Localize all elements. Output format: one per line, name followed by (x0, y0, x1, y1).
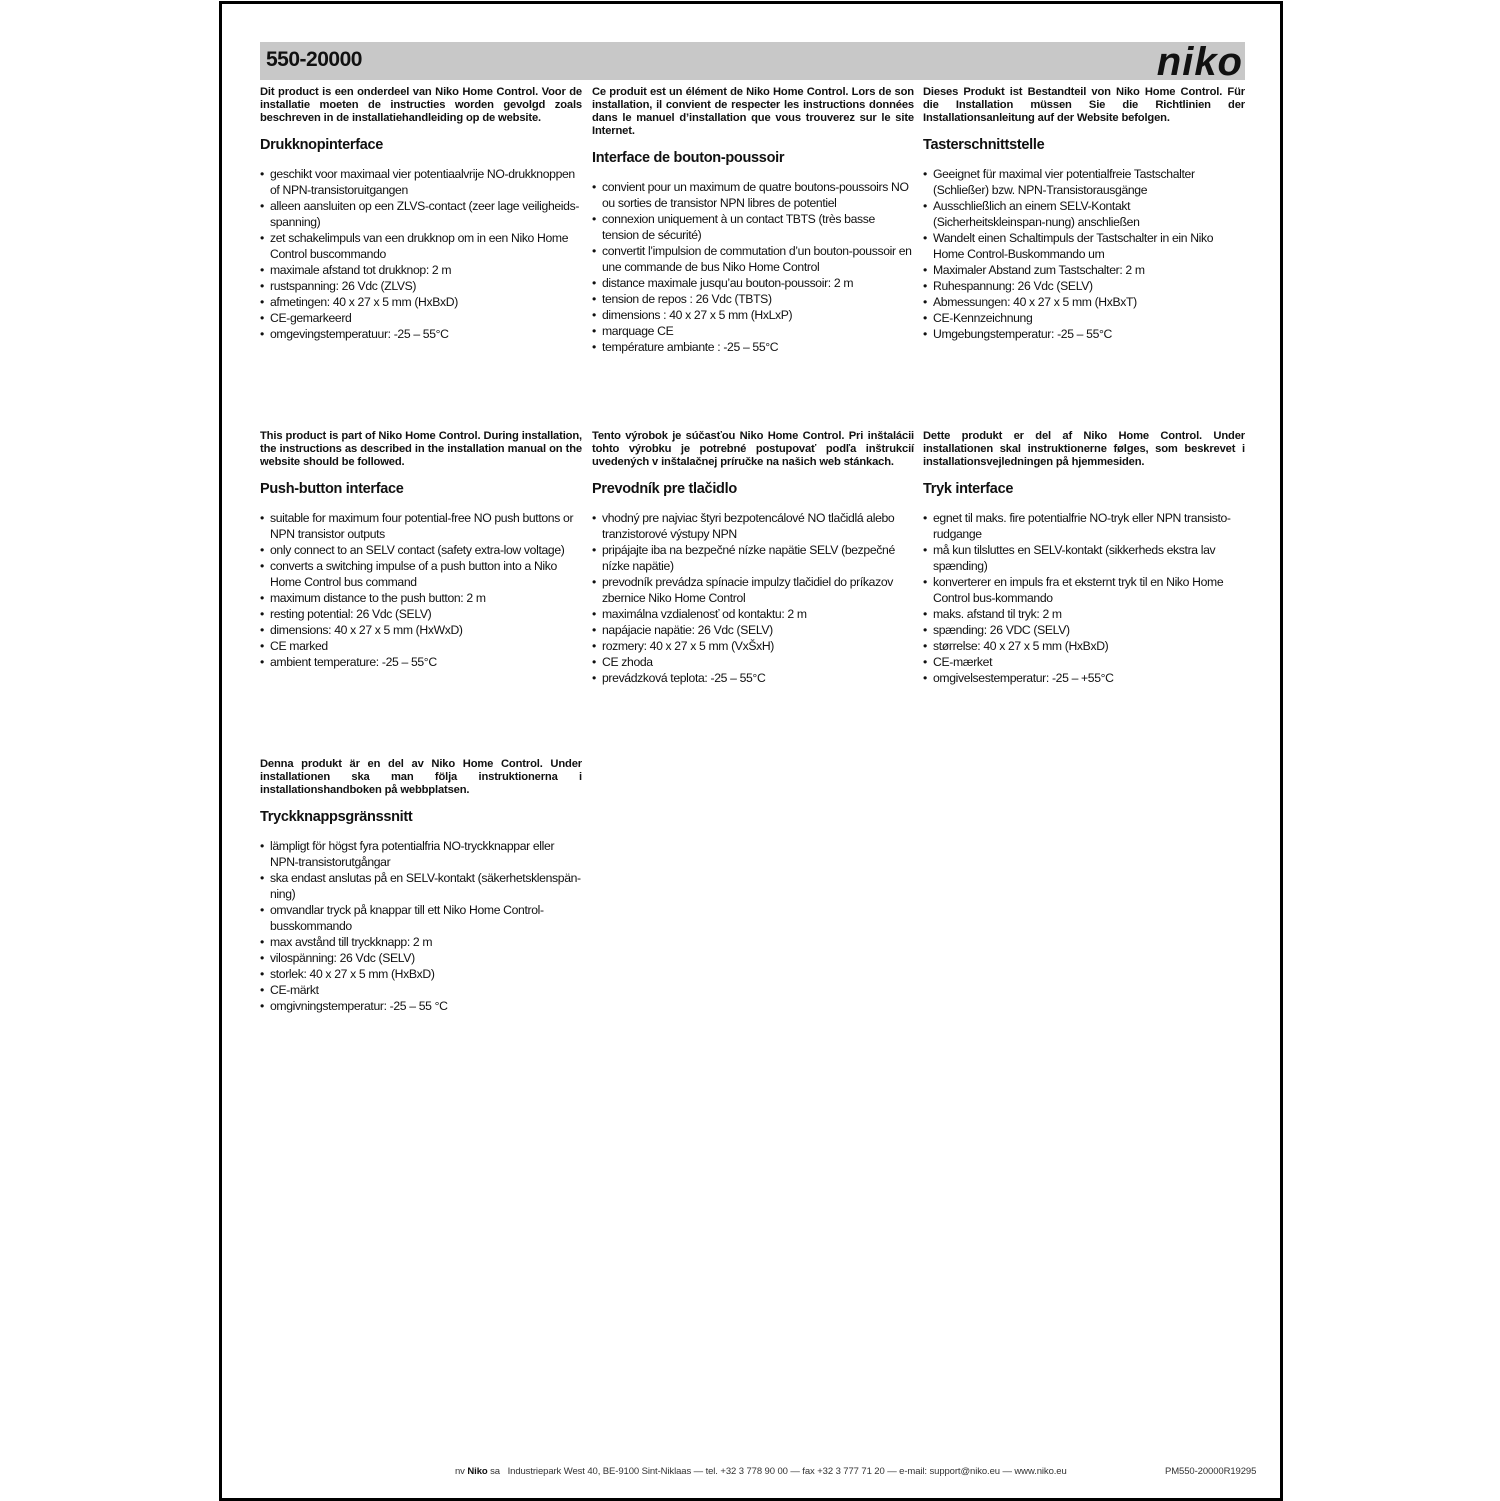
section-de (923, 86, 1245, 342)
spec-list (260, 510, 582, 670)
list-item: • distance maximale jusqu’au bouton-poussoir: 2 m (592, 275, 914, 291)
list-item: • geschikt voor maximaal vier potentiaalvrije NO-drukknoppen of NPN-transistoruitgangen (260, 166, 582, 198)
section-title: Interface de bouton-poussoir (592, 150, 785, 166)
list-item: • omgivelsestemperatur: -25 – +55°C (923, 670, 1245, 686)
list-item: • omvandlar tryck på knappar till ett Niko Home Control-busskommando (260, 902, 582, 934)
list-item: • ambient temperature: -25 – 55°C (260, 654, 582, 670)
list-item: • zet schakelimpuls van een drukknop om in een Niko Home Control buscommando (260, 230, 582, 262)
section-fr (592, 86, 914, 355)
niko-logo: niko (1156, 40, 1243, 84)
section-intro: Denna produkt är en del av Niko Home Control. Under installationen ska man följa instruktionerna i installationshandboken på webbplatsen. (260, 758, 582, 796)
spec-list (923, 510, 1245, 686)
list-item: • maximálna vzdialenosť od kontaktu: 2 m (592, 606, 914, 622)
list-item: • vhodný pre najviac štyri bezpotencálové NO tlačidlá alebo tranzistorové výstupy NPN (592, 510, 914, 542)
list-item: • lämpligt för högst fyra potentialfria NO-tryckknappar eller NPN-transistorutgångar (260, 838, 582, 870)
list-item: • CE-mærket (923, 654, 1245, 670)
section-title: Prevodník pre tlačidlo (592, 481, 737, 497)
list-item: • konverterer en impuls fra et eksternt tryk til en Niko Home Control bus-kommando (923, 574, 1245, 606)
list-item: • dimensions : 40 x 27 x 5 mm (HxLxP) (592, 307, 914, 323)
list-item: • vilospänning: 26 Vdc (SELV) (260, 950, 582, 966)
section-intro: Ce produit est un élément de Niko Home Control. Lors de son installation, il convient de respecter les instructions données dans le manuel d’installation que vous trouverez sur le site Internet. (592, 86, 914, 137)
section-title: Tryk interface (923, 481, 1014, 497)
section-title: Drukknopinterface (260, 137, 384, 153)
list-item: • Wandelt einen Schaltimpuls der Tastschalter in ein Niko Home Control-Buskommando um (923, 230, 1245, 262)
list-item: • connexion uniquement à un contact TBTS (très basse tension de sécurité) (592, 211, 914, 243)
section-nl (260, 86, 582, 342)
header-bar (260, 40, 1245, 84)
list-item: • pripájajte iba na bezpečné nízke napätie SELV (bezpečné nízke napätie) (592, 542, 914, 574)
list-item: • omgivningstemperatur: -25 – 55 °C (260, 998, 582, 1014)
spec-list (592, 510, 914, 686)
spec-list (260, 166, 582, 342)
list-item: • napájacie napätie: 26 Vdc (SELV) (592, 622, 914, 638)
section-intro: Dette produkt er del af Niko Home Control. Under installationen skal instruktionerne følges, som beskrevet i installationsvejledningen på hjemmesiden. (923, 430, 1245, 468)
product-code: 550-20000 (266, 48, 362, 71)
list-item: • spænding: 26 VDC (SELV) (923, 622, 1245, 638)
list-item: • rozmery: 40 x 27 x 5 mm (VxŠxH) (592, 638, 914, 654)
list-item: • prevádzková teplota: -25 – 55°C (592, 670, 914, 686)
list-item: • egnet til maks. fire potentialfrie NO-tryk eller NPN transisto-rudgange (923, 510, 1245, 542)
list-item: • marquage CE (592, 323, 914, 339)
list-item: • tension de repos : 26 Vdc (TBTS) (592, 291, 914, 307)
section-en (260, 430, 582, 670)
section-da (923, 430, 1245, 686)
list-item: • resting potential: 26 Vdc (SELV) (260, 606, 582, 622)
footer-address (455, 1466, 1067, 1477)
document-sheet (219, 1, 1283, 1501)
section-title: Push-button interface (260, 481, 404, 497)
list-item: • storlek: 40 x 27 x 5 mm (HxBxD) (260, 966, 582, 982)
section-intro: Dit product is een onderdeel van Niko Home Control. Voor de installatie moeten de instructies worden gevolgd zoals beschreven in de installatiehandleiding op de website. (260, 86, 582, 124)
list-item: • Maximaler Abstand zum Tastschalter: 2 m (923, 262, 1245, 278)
list-item: • converts a switching impulse of a push button into a Niko Home Control bus command (260, 558, 582, 590)
footer-contact: Industriepark West 40, BE-9100 Sint-Niklaas — tel. +32 3 778 90 00 — fax +32 3 777 71 20 — e-mail: support@niko.eu — www.niko.eu (507, 1466, 1067, 1477)
list-item: • CE-gemarkeerd (260, 310, 582, 326)
list-item: • rustspanning: 26 Vdc (ZLVS) (260, 278, 582, 294)
list-item: • only connect to an SELV contact (safety extra-low voltage) (260, 542, 582, 558)
list-item: • convient pour un maximum de quatre boutons-poussoirs NO ou sorties de transistor NPN libres de potentiel (592, 179, 914, 211)
list-item: • maks. afstand til tryk: 2 m (923, 606, 1245, 622)
list-item: • Abmessungen: 40 x 27 x 5 mm (HxBxT) (923, 294, 1245, 310)
list-item: • størrelse: 40 x 27 x 5 mm (HxBxD) (923, 638, 1245, 654)
section-sk (592, 430, 914, 686)
list-item: • omgevingstemperatuur: -25 – 55°C (260, 326, 582, 342)
list-item: • température ambiante : -25 – 55°C (592, 339, 914, 355)
list-item: • convertit l’impulsion de commutation d’un bouton-poussoir en une commande de bus Niko Home Control (592, 243, 914, 275)
list-item: • må kun tilsluttes en SELV-kontakt (sikkerheds ekstra lav spænding) (923, 542, 1245, 574)
spec-list (260, 838, 582, 1014)
section-title: Tasterschnittstelle (923, 137, 1045, 153)
footer-prefix: nv (455, 1466, 465, 1477)
list-item: • Umgebungstemperatur: -25 – 55°C (923, 326, 1245, 342)
list-item: • Ruhespannung: 26 Vdc (SELV) (923, 278, 1245, 294)
list-item: • max avstånd till tryckknapp: 2 m (260, 934, 582, 950)
section-intro: Tento výrobok je súčasťou Niko Home Control. Pri inštalácii tohto výrobku je potrebné postupovať podľa inštrukcií uvedených v inštalačnej príručke na našich web stánkach. (592, 430, 914, 468)
section-intro: This product is part of Niko Home Control. During installation, the instructions as described in the installation manual on the website should be followed. (260, 430, 582, 468)
section-sv (260, 758, 582, 1014)
section-intro: Dieses Produkt ist Bestandteil von Niko Home Control. Für die Installation müssen Sie die Richtlinien der Installationsanleitung auf der Website befolgen. (923, 86, 1245, 124)
list-item: • dimensions: 40 x 27 x 5 mm (HxWxD) (260, 622, 582, 638)
list-item: • maximale afstand tot drukknop: 2 m (260, 262, 582, 278)
list-item: • CE-Kennzeichnung (923, 310, 1245, 326)
footer-suffix: sa (490, 1466, 500, 1477)
list-item: • alleen aansluiten op een ZLVS-contact (zeer lage veiligheids-spanning) (260, 198, 582, 230)
list-item: • prevodník prevádza spínacie impulzy tlačidiel do príkazov zbernice Niko Home Control (592, 574, 914, 606)
section-title: Tryckknappsgränssnitt (260, 809, 413, 825)
list-item: • CE marked (260, 638, 582, 654)
list-item: • CE-märkt (260, 982, 582, 998)
list-item: • ska endast anslutas på en SELV-kontakt (säkerhetsklenspän-ning) (260, 870, 582, 902)
spec-list (923, 166, 1245, 342)
spec-list (592, 179, 914, 355)
footer-reference: PM550-20000R19295 (1165, 1466, 1257, 1477)
list-item: • afmetingen: 40 x 27 x 5 mm (HxBxD) (260, 294, 582, 310)
footer-company: Niko (467, 1466, 488, 1477)
list-item: • Ausschließlich an einem SELV-Kontakt (Sicherheitskleinspan-nung) anschließen (923, 198, 1245, 230)
list-item: • Geeignet für maximal vier potentialfreie Tastschalter (Schließer) bzw. NPN-Transistorausgänge (923, 166, 1245, 198)
list-item: • suitable for maximum four potential-free NO push buttons or NPN transistor outputs (260, 510, 582, 542)
list-item: • CE zhoda (592, 654, 914, 670)
list-item: • maximum distance to the push button: 2 m (260, 590, 582, 606)
